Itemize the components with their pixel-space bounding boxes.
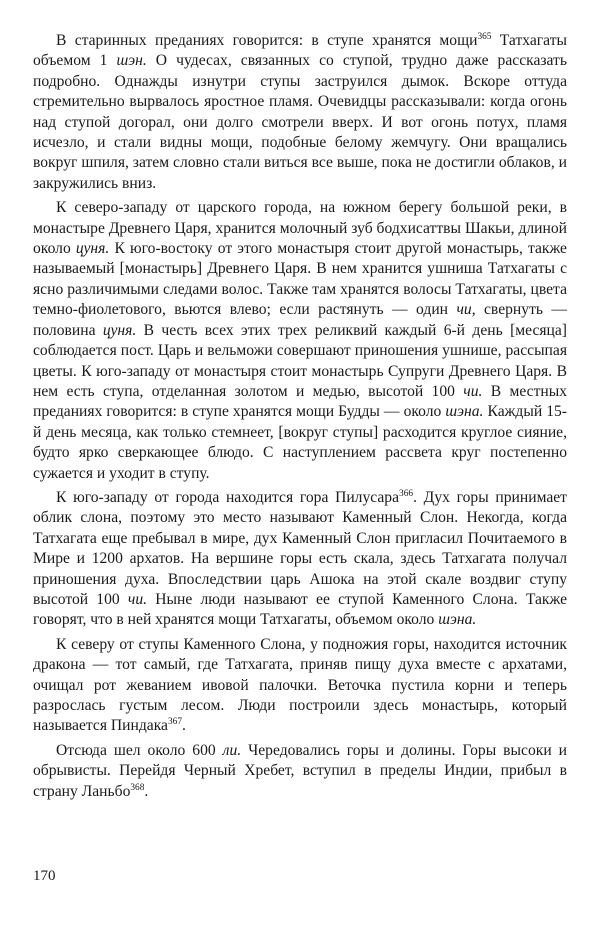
text-run: .	[182, 717, 186, 735]
paragraph-5	[33, 741, 567, 802]
text-run: В местных преданиях говорится: в ступе хранятся мощи Будды — около	[33, 382, 568, 421]
footnote-ref: 368	[130, 782, 145, 793]
footnote-ref: 366	[399, 488, 414, 499]
italic-term: чи,	[456, 301, 476, 319]
text-run: свернуть — половина	[33, 301, 568, 339]
footnote-ref: 367	[167, 717, 183, 728]
text-run: К северу от ступы Каменного Слона, у подножия горы, находится источник дракона — тот самый, где Татхагата, приняв пищу духа вместе с архатами, очищал рот жеванием ивовой палочки. Веточка пустила корни и теперь разрослась густым лесом. Люди построили здесь монастырь, который называется Пиндака	[33, 635, 567, 735]
text-run: . Дух горы принимает облик слона, поэтому это место называют Каменный Слон. Некогда, когда Татхагата еще пребывал в мире, дух Каменный Слон пригласил Почитаемого в Мире и 1200 архатов. На вершине горы есть скала, здесь Татхагата получал приношения духа. Впоследствии царь Ашока на этой скале воздвиг ступу высотой 100	[33, 488, 567, 608]
text-run: В старинных преданиях говорится: в ступе хранятся мощи	[56, 32, 478, 49]
footnote-ref: 365	[477, 31, 492, 42]
italic-term: шэн.	[116, 52, 147, 70]
italic-term: чи.	[463, 382, 483, 400]
text-run: Каждый 15-й день месяца, как только стемнеет, [вокруг ступы] расходится круглое сияние, будто ярко сверкающее блюдо. С наступлением рассвета круг постепенно сужается и уходит в ступу.	[33, 403, 567, 482]
page-number: 170	[33, 868, 56, 884]
paragraph-4	[33, 635, 567, 737]
paragraph-1	[33, 31, 567, 194]
text-run: .	[144, 782, 149, 800]
text-run: О чудесах, связанных со ступой, трудно даже рассказать подробно. Однажды изнутри ступы заструился дымок. Вскоре оттуда стремительно вырвалось яростное пламя. Очевидцы рассказывали: когда огонь над ступой догорал, они долго смотрели вверх. И вот огонь потух, пламя исчезло, и стали видны мощи, подобные белому жемчугу. Они вращались вокруг шпиля, затем словно стали виться все выше, пока не достигли облаков, и закружились вниз.	[33, 52, 567, 192]
paragraph-2	[33, 198, 567, 484]
italic-term: чи.	[127, 590, 148, 608]
paragraph-3	[33, 488, 567, 631]
italic-term: цуня.	[102, 321, 137, 339]
page-body	[33, 31, 567, 805]
text-run: В честь всех этих трех реликвий каждый 6-й день [месяца] соблюдается пост. Царь и вельможи совершают приношения ушнише, рассыпая цветы. К юго-западу от монастыря стоит монастырь Супруги Древнего Царя. В нем есть ступа, отделанная золотом и медью, высотой 100	[33, 321, 567, 400]
text-run: Отсюда шел около 600	[56, 741, 223, 759]
text-run: К юго-западу от города находится гора Пилусара	[56, 488, 400, 506]
text-run: Чередовались горы и долины. Горы высоки и обрывисты. Перейдя Черный Хребет, вступил в пределы Индии, прибыл в страну Ланьбо	[33, 741, 567, 800]
text-run: К северо-западу от царского города, на южном берегу большой реки, в монастыре Древнего Царя, хранится молочный зуб бодхисаттвы Шакьи, длиной около	[33, 199, 567, 258]
italic-term: шэна.	[438, 611, 477, 629]
italic-term: цуня.	[75, 240, 110, 258]
text-run: Татхагаты объемом 1	[33, 32, 567, 70]
text-run: Ныне люди называют ее ступой Каменного Слона. Также говорят, что в ней хранятся мощи Татхагаты, объемом около	[33, 590, 567, 629]
italic-term: шэна.	[445, 403, 484, 421]
italic-term: ли.	[222, 741, 242, 759]
text-run: К юго-востоку от этого монастыря стоит другой монастырь, также называемый [монастырь] Древнего Царя. В нем хранится ушниша Татхагаты с ясно различимыми следами волос. Также там хранятся волосы Татхагаты, цвета темно-фиолетового, вьются влево; если растянуть — один	[33, 240, 567, 319]
